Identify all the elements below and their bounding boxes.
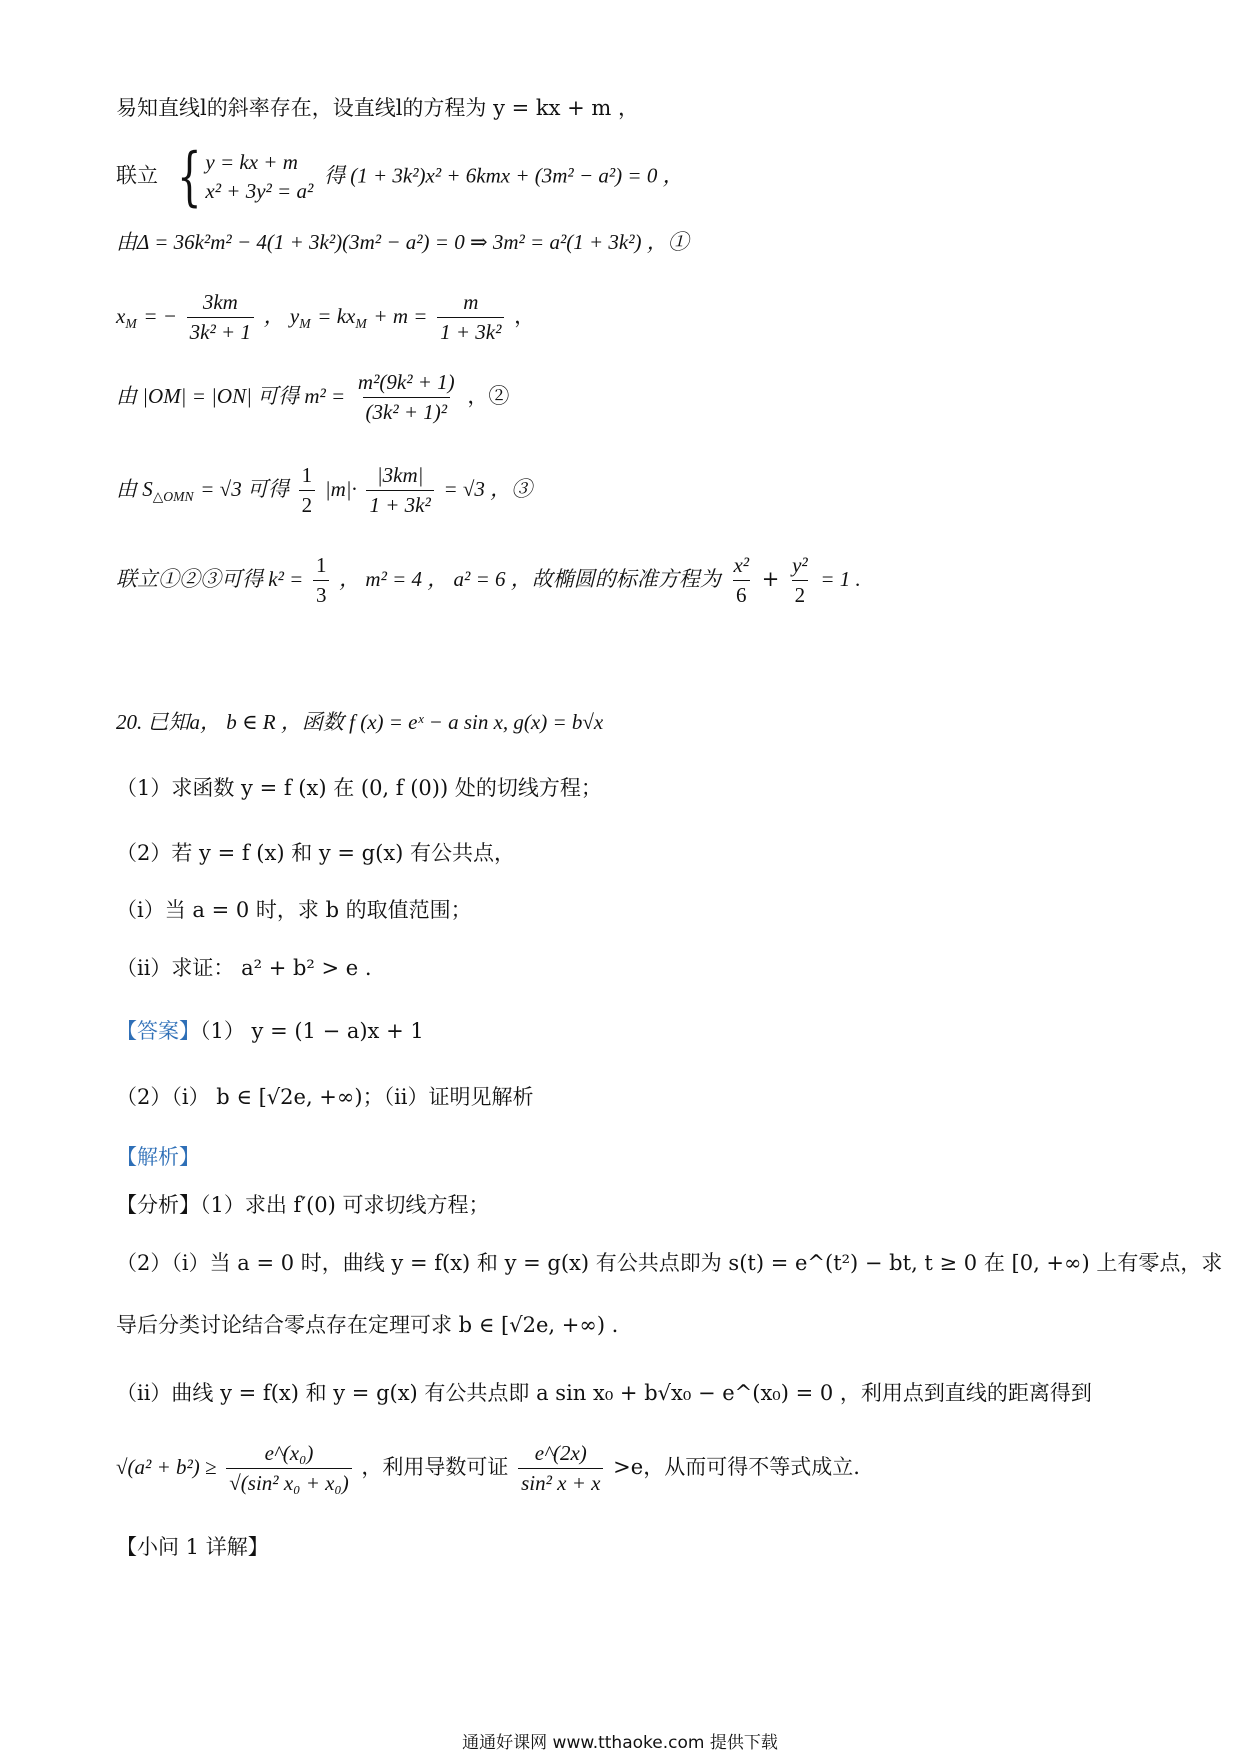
question-20: 20. 已知a， b ∈ R ，函数 f (x) = eˣ − a sin x, g(x) = b√x: [116, 710, 604, 734]
question-part-1: （1）求函数 y = f (x) 在 (0, f (0)) 处的切线方程；: [116, 776, 602, 800]
question-part-2i: （i）当 a = 0 时，求 b 的取值范围；: [116, 898, 472, 922]
analysis-2ii-line-1: （ii）曲线 y = f(x) 和 y = g(x) 有公共点即 a sin x₀ + b√x₀ − e^(x₀) = 0 ，利用点到直线的距离得到: [116, 1381, 1092, 1405]
analysis-2ii-line-2: √(a² + b²) ≥ $\frac{\text{e\textasciicircum{}(x₀)}}{\text{√(sin² x₀ + x₀)}}$ ，利用导数可证 $\frac{e\^{}(2x)}{\text{sin² x + x}}$ >e，从而可得不等式成立.: [116, 1441, 860, 1495]
text-line-3: 由Δ = 36k²m² − 4(1 + 3k²)(3m² − a²) = 0 ⇒ 3m² = a²(1 + 3k²) ，①: [116, 230, 689, 254]
equation-system: { y = kx + m x² + 3y² = a²: [176, 140, 314, 214]
text-line-1: 易知直线l的斜率存在，设直线l的方程为 y = kx + m ，: [116, 96, 640, 120]
text-line-4: $x_M$ = − $\frac{3km}{\text{3k² + 1}}$ ， $y_M = kx_M + m$ = $\frac{m}{\text{1 + 3k²}}$ ，: [116, 290, 536, 344]
analysis-tag: 【解析】: [116, 1145, 200, 1169]
subquestion-1-heading: 【小问 1 详解】: [116, 1535, 269, 1559]
footer-watermark: 通通好课网 www.tthaoke.com 提供下载: [462, 1733, 778, 1753]
question-part-2: （2）若 y = f (x) 和 y = g(x) 有公共点，: [116, 841, 516, 865]
text-line-5: 由 |OM| = |ON| 可得 m² = $\frac{\text{m²(9k² + 1)}}{\text{(3k² + 1)²}}$ ，②: [116, 370, 510, 424]
answer-line-2: （2）（i） b ∈ [√2e, +∞)；（ii）证明见解析: [116, 1085, 534, 1109]
answer-line-1: 【答案】（1） y = (1 − a)x + 1: [116, 1019, 424, 1043]
text-line-6: 由 $S_{\triangle OMN} = √3$ 可得 $\frac{1}{2}$ |m|· $\frac{|3km|}{\text{1 + 3k²}}$ = √3 ，③: [116, 463, 533, 517]
text-line-2: 联立 { y = kx + m x² + 3y² = a² 得 (1 + 3k²)x² + 6kmx + (3m² − a²) = 0 ，: [116, 140, 684, 214]
text-line-7: 联立①②③可得 k² = $\frac{1}{3}$ ， m² = 4 ， a² = 6 ，故椭圆的标准方程为 $\frac{\text{x²}}{6}$ + $\frac{\text{y²}}{2}$ = 1 .: [116, 553, 861, 607]
analysis-2i-line-1: （2）（i）当 a = 0 时，曲线 y = f(x) 和 y = g(x) 有公共点即为 s(t) = e^(t²) − bt, t ≥ 0 在 [0, +∞) 上有零点，求: [116, 1251, 1223, 1275]
analysis-2i-line-2: 导后分类讨论结合零点存在定理可求 b ∈ [√2e, +∞) .: [116, 1313, 619, 1337]
analysis-summary: 【分析】（1）求出 f′(0) 可求切线方程；: [116, 1193, 490, 1217]
answer-tag: 【答案】: [116, 1019, 200, 1043]
question-part-2ii: （ii）求证： a² + b² > e .: [116, 956, 372, 980]
